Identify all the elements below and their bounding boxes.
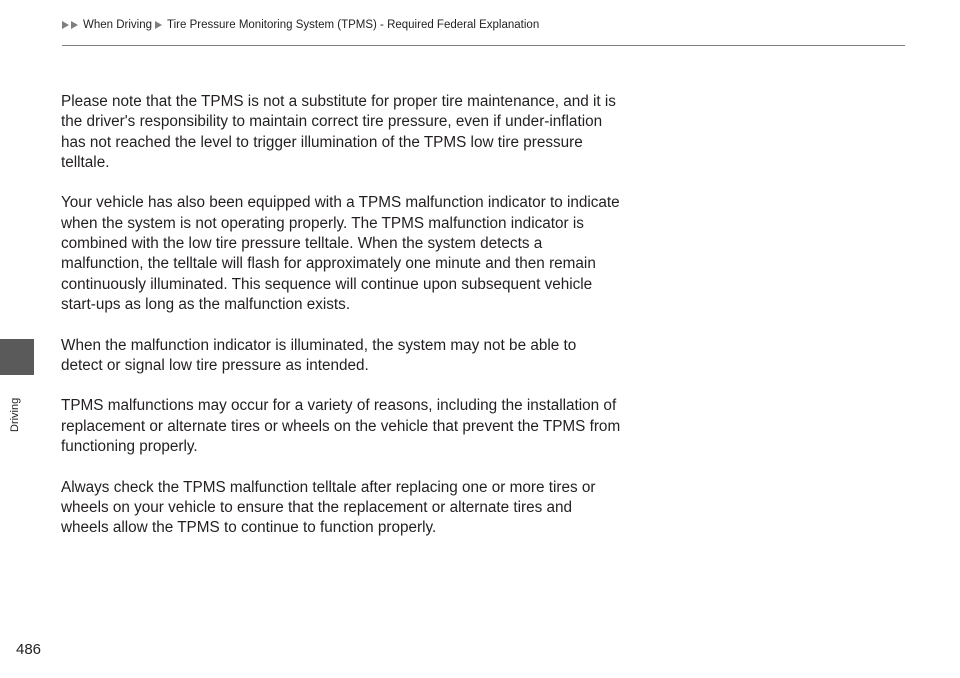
section-tab-marker xyxy=(0,339,34,375)
header-divider xyxy=(62,45,905,46)
paragraph-malfunction-indicator: Your vehicle has also been equipped with a TPMS malfunction indicator to indicate when the system is not operating properly. The TPMS malfunction indicator is combined with the low tire pressure telltale. When the system detects a malfunction, the telltale will flash for approximately one minute and then remain continuously illuminated. This sequence will continue upon subsequent vehicle start-ups as long as the malfunction exists. xyxy=(61,194,620,313)
breadcrumb-arrow-icon xyxy=(155,21,162,29)
breadcrumb xyxy=(62,19,539,31)
paragraph-check-telltale: Always check the TPMS malfunction telltale after replacing one or more tires or wheels on your vehicle to ensure that the replacement or alternate tires and wheels allow the TPMS to continue to function properly. xyxy=(61,478,596,537)
breadcrumb-arrow-icon xyxy=(71,21,78,29)
paragraph-malfunction-reasons: TPMS malfunctions may occur for a variety of reasons, including the installation of replacement or alternate tires or wheels on the vehicle that prevent the TPMS from functioning properly. xyxy=(61,397,621,456)
breadcrumb-arrow-icon xyxy=(62,21,69,29)
breadcrumb-item-tpms[interactable]: Tire Pressure Monitoring System (TPMS) - Required Federal Explanation xyxy=(167,19,540,31)
breadcrumb-item-when-driving[interactable]: When Driving xyxy=(83,19,153,31)
page-number: 486 xyxy=(16,641,42,658)
section-tab-label: Driving xyxy=(9,397,21,432)
body-text xyxy=(61,92,621,559)
paragraph-indicator-illuminated: When the malfunction indicator is illuminated, the system may not be able to detect or signal low tire pressure as intended. xyxy=(61,336,577,374)
paragraph-tpms-not-substitute: Please note that the TPMS is not a substitute for proper tire maintenance, and it is the driver's responsibility to maintain correct tire pressure, even if under-inflation has not reached the level to trigger illumination of the TPMS low tire pressure telltale. xyxy=(61,93,616,171)
